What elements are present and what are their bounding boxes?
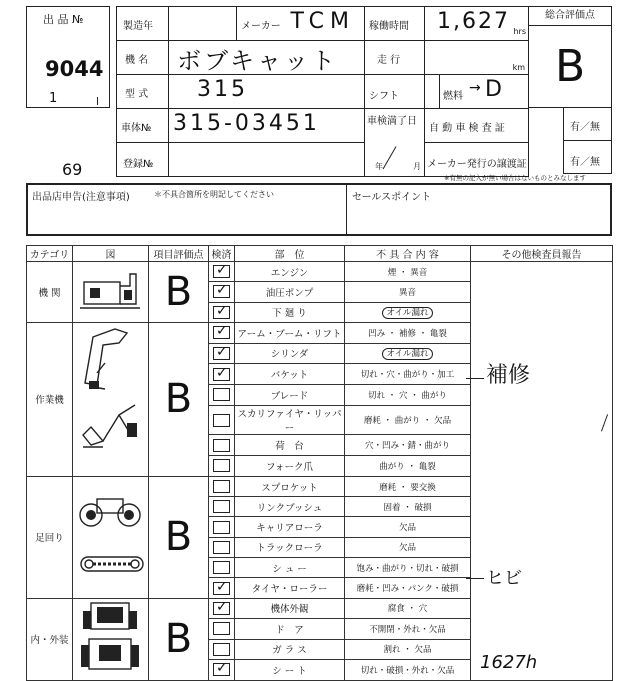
defects-cell — [345, 262, 471, 282]
check-mark-icon: ✓ — [216, 578, 228, 595]
checked-checkbox[interactable] — [213, 541, 230, 554]
part-cell: シ ュ ー — [235, 558, 345, 578]
notes-divider — [346, 185, 347, 234]
hours-value-cell — [425, 7, 529, 41]
figure-cell — [73, 322, 149, 476]
defects-cell — [345, 660, 471, 681]
checked-cell — [209, 343, 235, 364]
inspector-note-hours: 1627h — [480, 652, 538, 673]
type-value: 315 — [197, 77, 248, 102]
manufacture-year-cell: 製造年 — [117, 7, 169, 41]
defects-text: 饱み・曲がり・切れ・破損 — [356, 563, 459, 574]
check-mark-icon: ✓ — [216, 323, 228, 340]
overall-grade-box — [528, 6, 612, 108]
serial-label-cell: 車体№ — [117, 109, 169, 143]
col-inspector-notes: その他検査員報告 — [471, 246, 613, 262]
defects-cell — [345, 558, 471, 578]
seller-notes-hint: ＊不具合箇所を明記してください — [154, 190, 274, 199]
check-mark-icon: ✓ — [216, 364, 228, 381]
vehicle-inspection-cell: 自 動 車 検 査 証 — [425, 109, 529, 143]
type-value-cell — [169, 75, 365, 109]
check-mark-icon: ✓ — [216, 262, 228, 279]
travel-label-cell: 走 行 — [365, 41, 425, 75]
hours-label-cell: 稼働時間 — [365, 7, 425, 41]
seller-notes-label: 出品店申告(注意事項) — [32, 192, 130, 203]
check-mark-icon: ✓ — [216, 343, 228, 360]
defects-text: 固着 ・ 破損 — [383, 502, 432, 513]
defects-cell — [345, 598, 471, 619]
checked-checkbox[interactable] — [213, 323, 230, 340]
checked-cell — [209, 558, 235, 578]
part-cell: ガ ラ ス — [235, 639, 345, 660]
checked-checkbox[interactable] — [213, 500, 230, 513]
hours-value: 1,627 — [437, 9, 510, 34]
defects-text: 異音 — [398, 287, 416, 298]
check-mark-icon: ✓ — [216, 302, 228, 319]
col-grade: 項目評価点 — [149, 246, 209, 262]
section-grade: B — [164, 376, 193, 423]
shift-label-cell: シフト — [365, 75, 425, 109]
section-grade-cell — [149, 262, 209, 323]
check-mark-icon: ✓ — [216, 660, 228, 677]
model-name-value: ボブキャット — [177, 47, 339, 75]
category-label: 作業機 — [35, 395, 64, 407]
section-grade-cell — [149, 476, 209, 598]
checked-checkbox[interactable] — [213, 561, 230, 574]
registration-value-cell — [169, 143, 365, 177]
col-defects: 不 具 合 内 容 — [345, 246, 471, 262]
travel-value-cell: km — [425, 41, 529, 75]
category-label: 内・外装 — [30, 635, 69, 647]
figure-cell — [73, 598, 149, 680]
checked-cell — [209, 497, 235, 517]
defects-cell — [345, 435, 471, 456]
section-grade-cell — [149, 598, 209, 680]
defects-cell — [345, 364, 471, 385]
section-grade: B — [164, 616, 193, 663]
defects-text: 切れ・破損・外れ・欠品 — [360, 665, 455, 676]
defects-cell — [345, 578, 471, 598]
defects-text: 切れ・穴・曲がり・加工 — [360, 370, 455, 381]
defects-cell — [345, 619, 471, 640]
hours-unit: hrs — [513, 27, 526, 36]
part-cell: ブレード — [235, 385, 345, 406]
defects-cell — [345, 322, 471, 343]
col-checked: 検済 — [209, 246, 235, 262]
part-cell: ド ア — [235, 619, 345, 640]
checked-checkbox[interactable] — [213, 343, 230, 360]
defects-text: 煙 ・ 異音 — [387, 267, 428, 278]
fuel-divider — [439, 75, 440, 108]
category-cell — [27, 598, 73, 680]
checked-checkbox[interactable] — [213, 414, 230, 427]
defects-text: 磨耗 ・ 要交換 — [379, 482, 436, 493]
defects-text: 穴・凹み・錆・曲がり — [364, 441, 450, 452]
checked-checkbox[interactable] — [213, 302, 230, 319]
checked-checkbox[interactable] — [213, 262, 230, 279]
part-cell: スプロケット — [235, 476, 345, 496]
checked-checkbox[interactable] — [213, 598, 230, 615]
defects-text: 磨耗 ・ 曲がり ・ 欠品 — [363, 416, 452, 427]
category-label: 機 関 — [38, 287, 61, 299]
part-cell: シ ー ト — [235, 660, 345, 681]
checked-cell — [209, 282, 235, 302]
checked-checkbox[interactable] — [213, 364, 230, 381]
serial-value: 315-03451 — [173, 111, 320, 136]
checked-cell — [209, 435, 235, 456]
checked-cell — [209, 405, 235, 435]
section-grade: B — [164, 268, 193, 315]
category-cell — [27, 262, 73, 323]
checked-checkbox[interactable] — [213, 459, 230, 472]
inspector-note-repair: 補修 — [486, 363, 531, 388]
engine-figure-icon — [76, 264, 146, 316]
part-cell: タイヤ・ローラー — [235, 578, 345, 598]
registration-label-cell: 登録№ — [117, 143, 169, 177]
checked-cell — [209, 385, 235, 406]
checked-cell — [209, 578, 235, 598]
maker-value-cell — [291, 7, 365, 41]
defects-cell — [345, 537, 471, 557]
sales-point-label: セールスポイント — [352, 192, 432, 203]
crack-line — [466, 578, 484, 579]
lot-mark: 1 — [49, 91, 58, 106]
lot-label: 出 品 № — [43, 13, 84, 26]
checked-cell — [209, 262, 235, 282]
maker-value: TCM — [290, 9, 355, 34]
checked-checkbox[interactable] — [213, 521, 230, 534]
checked-cell — [209, 660, 235, 681]
undercarriage-figure-icon — [75, 481, 147, 591]
header-table — [116, 6, 529, 177]
serial-value-cell — [169, 109, 365, 143]
defects-text: 腐食 ・ 穴 — [387, 604, 428, 615]
corner-tick — [97, 97, 104, 105]
lot-number-box — [26, 6, 110, 108]
part-cell: キャリアローラ — [235, 517, 345, 537]
checked-cell — [209, 639, 235, 660]
defects-cell — [345, 385, 471, 406]
category-cell — [27, 322, 73, 476]
check-mark-icon: ✓ — [216, 598, 228, 615]
defects-text: 曲がり ・ 亀裂 — [379, 461, 436, 472]
fuel-cell: 燃料 → D — [425, 75, 529, 109]
checked-cell — [209, 598, 235, 619]
category-label: 足回り — [35, 533, 64, 545]
part-cell: バケット — [235, 364, 345, 385]
part-cell: 油圧ポンプ — [235, 282, 345, 302]
checked-cell — [209, 517, 235, 537]
checked-checkbox[interactable] — [213, 439, 230, 452]
defects-cell — [345, 639, 471, 660]
defects-text: オイル漏れ — [382, 307, 432, 319]
defects-cell — [345, 476, 471, 496]
part-cell: シリンダ — [235, 343, 345, 364]
part-cell: トラックローラ — [235, 537, 345, 557]
inspector-notes-cell — [471, 262, 613, 681]
seller-notes-box — [26, 183, 612, 236]
checked-checkbox[interactable] — [213, 388, 230, 401]
checked-checkbox[interactable] — [213, 643, 230, 656]
checked-cell — [209, 302, 235, 322]
part-cell: 機体外観 — [235, 598, 345, 619]
overall-grade-value: B — [555, 41, 586, 92]
date-slash — [383, 146, 398, 170]
checked-checkbox[interactable] — [213, 282, 230, 299]
exterior-figure-icon — [75, 599, 147, 677]
part-cell: 荷 台 — [235, 435, 345, 456]
repair-line — [466, 378, 484, 379]
fuel-value: D — [485, 77, 502, 102]
part-cell: 下 廻 り — [235, 302, 345, 322]
defects-text: 磨耗・凹み・パンク・破損 — [356, 584, 459, 595]
inspection-yesno-cell: 有／無 — [563, 107, 612, 141]
col-figure: 図 — [73, 246, 149, 262]
defects-cell — [345, 343, 471, 364]
type-label-cell: 型 式 — [117, 75, 169, 109]
checked-cell — [209, 537, 235, 557]
checked-checkbox[interactable] — [213, 660, 230, 677]
part-cell: アーム・ブーム・リフト — [235, 322, 345, 343]
defects-text: 凹み ・ 補修 ・ 亀裂 — [368, 328, 447, 339]
inspection-table — [26, 245, 613, 681]
checked-checkbox[interactable] — [213, 622, 230, 635]
figure-cell — [73, 262, 149, 323]
inspector-note-crack: ヒビ — [486, 568, 522, 589]
part-cell: スカリファイヤ・リッパー — [235, 405, 345, 435]
work-equipment-figure-icon — [75, 323, 147, 473]
defects-cell — [345, 282, 471, 302]
checked-cell — [209, 364, 235, 385]
model-name-value-cell — [169, 41, 365, 75]
footnote: ※有無の記入が無い場合はないものとみなします — [444, 174, 586, 182]
side-mark: 69 — [62, 160, 83, 179]
model-name-label-cell: 機 名 — [117, 41, 169, 75]
checked-cell — [209, 619, 235, 640]
checked-checkbox[interactable] — [213, 480, 230, 493]
lot-number: 9044 — [45, 57, 104, 81]
defects-text: 欠品 — [398, 543, 416, 554]
check-mark-icon: ✓ — [216, 282, 228, 299]
part-cell: エンジン — [235, 262, 345, 282]
section-grade-cell — [149, 322, 209, 476]
defects-text: 不開閉・外れ・欠品 — [369, 624, 446, 635]
fuel-arrow: → — [469, 80, 481, 96]
part-cell: フォーク爪 — [235, 456, 345, 477]
defects-cell — [345, 517, 471, 537]
manufacture-year-value — [169, 7, 237, 41]
transfer-cert-cell: メーカー発行の譲渡証 — [425, 143, 529, 177]
inspection-expiry-cell: 車検満了日 年 月 — [365, 109, 425, 177]
defects-text: 割れ ・ 欠品 — [383, 645, 432, 656]
checked-cell — [209, 322, 235, 343]
inspection-row — [27, 262, 613, 282]
checked-cell — [209, 456, 235, 477]
col-category: カテゴリ — [27, 246, 73, 262]
checked-cell — [209, 476, 235, 496]
defects-text: 切れ ・ 穴 ・ 曲がり — [368, 390, 447, 401]
figure-cell — [73, 476, 149, 598]
category-cell — [27, 476, 73, 598]
defects-text: 欠品 — [398, 523, 416, 534]
col-part: 部 位 — [235, 246, 345, 262]
defects-cell — [345, 497, 471, 517]
maker-label-cell: メーカー — [237, 7, 291, 41]
defects-text: オイル漏れ — [382, 348, 432, 360]
checked-checkbox[interactable] — [213, 578, 230, 595]
transfer-yesno-cell: 有／無 — [563, 140, 612, 174]
defects-cell — [345, 456, 471, 477]
defects-cell — [345, 405, 471, 435]
defects-cell — [345, 302, 471, 322]
part-cell: リンクブッシュ — [235, 497, 345, 517]
overall-grade-label: 総合評価点 — [529, 7, 611, 26]
section-grade: B — [164, 514, 193, 561]
